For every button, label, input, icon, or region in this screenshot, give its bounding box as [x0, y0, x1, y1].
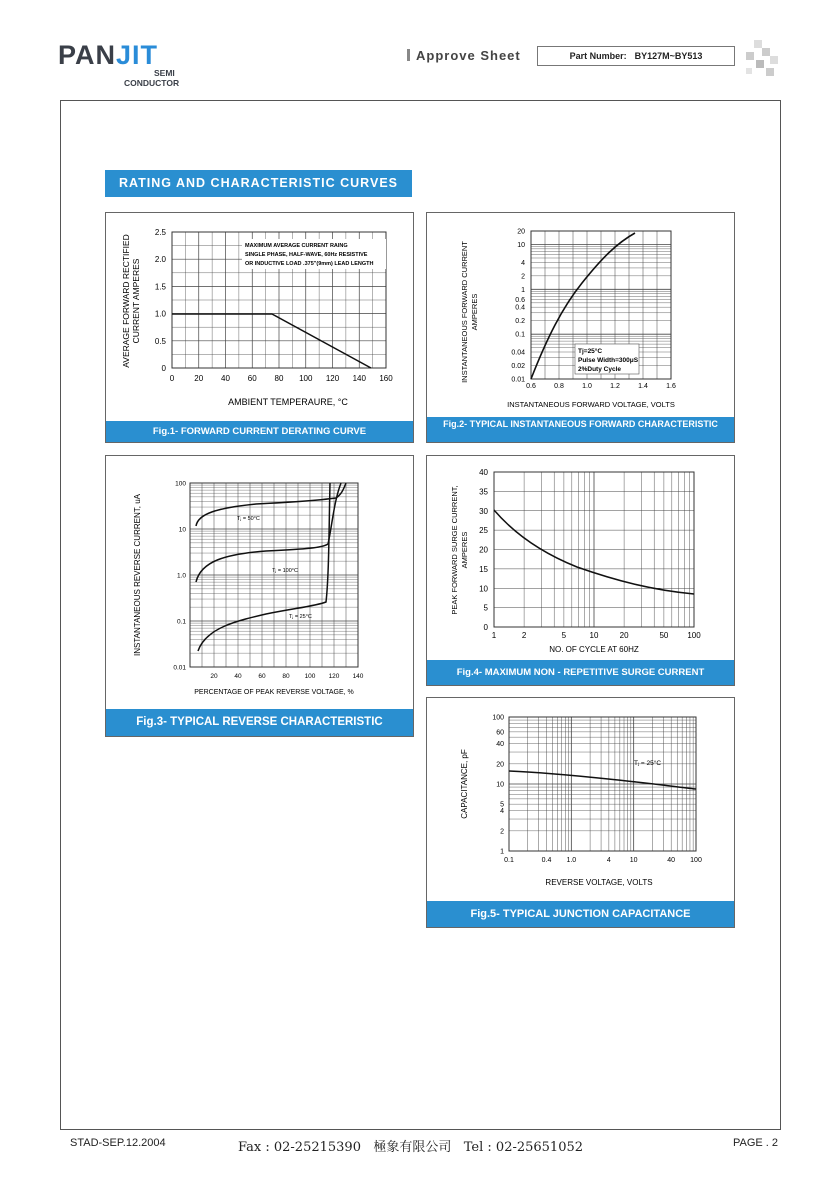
fig5-y-tick: 10	[496, 781, 504, 789]
fig5-y-tick: 1	[500, 848, 504, 856]
fig1-y-tick: 2.5	[154, 228, 166, 237]
fig4-y-label-2: AMPERES	[460, 531, 469, 569]
fig4-x-tick: 20	[619, 631, 629, 640]
fig3-y-tick: 1.0	[176, 572, 186, 580]
fig2-note-1: Tj=25°C	[578, 348, 603, 355]
fig4-panel	[426, 455, 735, 686]
fig3-label-t3: Tⱼ = 25°C	[289, 614, 312, 620]
fig1-x-label: AMBIENT TEMPERAURE, °C	[228, 397, 348, 407]
fig5-y-tick: 2	[500, 828, 504, 836]
fig5-y-label: CAPACITANCE, pF	[460, 749, 469, 819]
fig1-x-tick: 140	[352, 374, 366, 383]
fig5-caption: Fig.5- TYPICAL JUNCTION CAPACITANCE	[427, 901, 734, 927]
fig1-y-tick: 0	[161, 364, 166, 373]
fig3-x-label: PERCENTAGE OF PEAK REVERSE VOLTAGE, %	[194, 689, 354, 696]
logo-conductor: CONDUCTOR	[124, 78, 180, 88]
fig4-y-tick: 0	[483, 623, 488, 632]
fig2-y-tick: 0.04	[511, 349, 525, 357]
fig4-chart	[427, 456, 734, 661]
fig3-y-tick: 10	[178, 526, 186, 534]
logo-semi: SEMI	[154, 68, 175, 78]
fig5-y-tick: 60	[496, 729, 504, 737]
fig2-y-tick: 0.6	[515, 296, 525, 304]
fig3-y-tick: 100	[175, 480, 186, 488]
fig4-y-tick: 25	[479, 526, 488, 536]
fig2-y-tick: 0.2	[515, 318, 525, 326]
fig4-y-tick: 15	[479, 564, 488, 574]
logo-jit: JIT	[116, 40, 159, 70]
fig1-note-1: MAXIMUM AVERAGE CURRENT RAING	[245, 243, 348, 249]
fig1-x-tick: 40	[221, 374, 230, 383]
fig2-x-tick: 1.4	[638, 383, 648, 390]
fig5-label-t: Tⱼ = 25°C	[634, 760, 662, 767]
fig3-x-tick: 120	[328, 673, 340, 680]
fig5-x-tick: 100	[690, 857, 702, 864]
fig5-panel	[426, 697, 735, 928]
fig3-x-tick: 60	[258, 673, 266, 680]
checker-decoration-icon	[742, 40, 782, 80]
fig1-x-tick: 0	[169, 374, 175, 383]
fig2-y-tick: 20	[517, 228, 525, 236]
fig1-caption: Fig.1- FORWARD CURRENT DERATING CURVE	[106, 421, 413, 442]
fig1-note-3: OR INDUCTIVE LOAD .375"(9mm) LEAD LENGTH	[245, 261, 374, 267]
fig5-x-label: REVERSE VOLTAGE, VOLTS	[545, 878, 653, 887]
fig4-x-tick: 50	[659, 631, 669, 640]
fig3-y-tick: 0.01	[173, 664, 186, 672]
panjit-logo	[58, 40, 188, 90]
fig2-panel	[426, 212, 735, 443]
footer-date: STAD-SEP.12.2004	[70, 1137, 166, 1149]
footer-contact: Fax : 02-25215390 極象有限公司 Tel : 02-25651052	[238, 1140, 584, 1155]
fig1-y-tick: 2.0	[154, 255, 166, 265]
fig4-x-tick: 5	[561, 631, 567, 640]
fig4-y-tick: 40	[479, 468, 488, 477]
fig4-caption: Fig.4- MAXIMUM NON - REPETITIVE SURGE CURRENT	[427, 660, 734, 685]
fig4-x-tick: 10	[589, 631, 599, 640]
part-number-box	[537, 46, 735, 66]
fig5-y-tick: 20	[496, 761, 504, 769]
fig5-capacitance-curve	[509, 771, 696, 789]
fig5-x-tick: 4	[606, 857, 611, 864]
fig5-y-tick: 100	[492, 714, 504, 722]
fig3-y-tick: 0.1	[176, 618, 186, 626]
fig2-y-tick: 0.1	[515, 331, 525, 339]
fig5-x-tick: 10	[629, 857, 638, 864]
fig1-y-tick: 1.0	[154, 309, 166, 319]
fig2-note-2: Pulse Width=300μS	[578, 357, 639, 364]
fig1-x-tick: 160	[379, 374, 393, 383]
fig1-x-tick: 60	[247, 374, 257, 383]
fig4-y-label-1: PEAK FORWARD SURGE CURRENT,	[450, 485, 459, 615]
title-bar-icon	[407, 49, 410, 61]
fig4-x-tick: 100	[687, 631, 701, 640]
fig3-label-t2: Tⱼ = 100°C	[272, 568, 298, 574]
fig3-x-tick: 140	[352, 673, 364, 680]
footer-page: PAGE . 2	[733, 1137, 779, 1149]
fig2-y-tick: 1	[521, 286, 525, 294]
fig3-x-tick: 100	[304, 673, 316, 680]
fig3-curve-100c	[196, 483, 341, 582]
fig2-x-tick: 1.6	[666, 383, 676, 390]
fig1-x-tick: 120	[325, 374, 340, 383]
fig4-y-tick: 20	[479, 545, 488, 555]
fig3-x-tick: 80	[282, 673, 290, 680]
logo-pan: PAN	[58, 40, 117, 70]
fig2-y-tick: 0.4	[515, 304, 525, 312]
fig2-chart	[427, 213, 734, 413]
fig2-y-tick: 0.02	[511, 363, 525, 371]
fig1-note-2: SINGLE PHASE, HALF-WAVE, 60Hz RESISTIVE	[245, 252, 368, 258]
fig1-y-label-1: AVERAGE FORWARD RECTIFIED	[121, 234, 131, 368]
fig2-y-tick: 2	[521, 273, 525, 281]
section-title: RATING AND CHARACTERISTIC CURVES	[105, 170, 412, 197]
fig2-note-3: 2%Duty Cycle	[578, 366, 621, 373]
fig1-x-tick: 80	[274, 374, 284, 383]
fig2-y-tick: 10	[517, 241, 525, 249]
fig1-y-label-2: CURRENT AMPERES	[131, 258, 141, 344]
fig3-label-t1: Tⱼ = 50°C	[237, 516, 260, 522]
fig5-x-tick: 0.1	[504, 857, 514, 864]
fig3-caption: Fig.3- TYPICAL REVERSE CHARACTERISTIC	[106, 709, 413, 736]
fig4-x-label: NO. OF CYCLE AT 60HZ	[549, 645, 639, 654]
fig3-curve-50c	[196, 483, 346, 526]
approve-sheet-text: Approve Sheet	[416, 48, 521, 63]
fig1-chart	[106, 213, 413, 421]
fig1-y-tick: 0.5	[154, 336, 166, 346]
part-number-label: Part Number:	[569, 51, 627, 61]
fig2-x-tick: 0.6	[526, 383, 536, 390]
fig2-y-tick: 4	[521, 259, 525, 267]
fig2-y-label-1: INSTANTANEOUS FORWARD CURRENT	[460, 241, 469, 383]
fig5-chart	[427, 698, 734, 901]
fig4-y-tick: 35	[479, 487, 488, 497]
fig1-y-tick: 1.5	[154, 282, 166, 292]
approve-sheet-title	[407, 48, 521, 63]
fig1-panel	[105, 212, 414, 443]
fig1-x-tick: 100	[299, 374, 313, 383]
fig3-panel	[105, 455, 414, 737]
fig5-y-tick: 5	[500, 801, 504, 809]
logo-wordmark	[58, 40, 158, 71]
fig3-y-label: INSTANTANEOUS REVERSE CURRENT, uA	[133, 494, 142, 656]
fig5-y-tick: 4	[500, 808, 504, 816]
fig4-x-tick: 1	[491, 631, 497, 640]
fig5-x-tick: 0.4	[541, 857, 552, 864]
fig4-y-tick: 5	[483, 603, 488, 613]
fig2-x-label: INSTANTANEOUS FORWARD VOLTAGE, VOLTS	[507, 400, 675, 409]
fig2-y-label-2: AMPERES	[470, 293, 479, 331]
fig2-y-tick: 0.01	[511, 376, 525, 384]
fig2-x-tick: 0.8	[554, 383, 564, 390]
fig2-caption: Fig.2- TYPICAL INSTANTANEOUS FORWARD CHARACTERISTIC	[427, 417, 734, 442]
fig2-x-tick: 1.0	[582, 383, 592, 390]
fig4-x-tick: 2	[521, 631, 527, 640]
fig1-x-tick: 20	[194, 374, 204, 383]
fig4-y-tick: 10	[479, 584, 488, 594]
part-number-value: BY127M~BY513	[634, 51, 703, 61]
fig5-x-tick: 1.0	[566, 857, 577, 864]
fig3-chart	[106, 456, 413, 706]
fig5-x-tick: 40	[667, 857, 676, 864]
fig4-y-tick: 30	[479, 506, 488, 516]
fig3-x-tick: 40	[234, 673, 242, 680]
fig2-x-tick: 1.2	[610, 383, 620, 390]
fig3-x-tick: 20	[210, 673, 218, 680]
fig5-y-tick: 40	[496, 741, 504, 749]
